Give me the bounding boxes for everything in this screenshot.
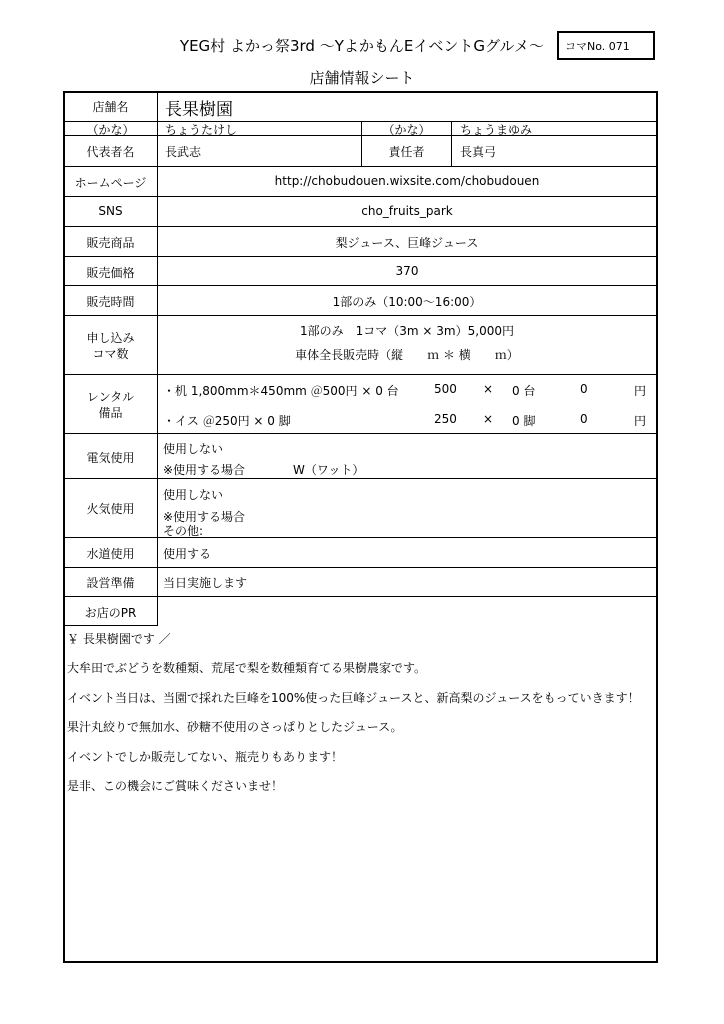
products-label: 販売商品 (86, 236, 135, 250)
homepage-label: ホームページ (74, 176, 147, 190)
kana-value-left: ちょうたけし (165, 123, 238, 137)
rental-chair-desc: ・イス ＠250円 × 0 脚 (163, 414, 291, 428)
price-value: 370 (395, 264, 419, 278)
rental-chair-unit: 250 (434, 412, 457, 426)
hours-label: 販売時間 (86, 295, 135, 309)
rental-desk-qty: 0 台 (512, 384, 536, 398)
rental-chair-total: 0 (580, 412, 588, 426)
responsible-label: 責任者 (388, 145, 425, 159)
kana-label-right: （かな） (382, 123, 431, 137)
pr-line-1: ￥ 長果樹園です ／ (67, 632, 171, 646)
rental-desk-unit: 500 (434, 382, 457, 396)
kana-label-left: （かな） (86, 123, 135, 137)
rental-desk-yen: 円 (634, 384, 647, 398)
sheet-subtitle: 店舗情報シート (309, 69, 415, 87)
rental-desk-desc: ・机 1,800mm＊450mm ＠500円 × 0 台 (163, 384, 399, 398)
fire-line-2: ※使用する場合 (163, 510, 246, 524)
pr-line-2: 大牟田でぶどうを数種類、荒尾で梨を数種類育てる果樹農家です。 (67, 661, 427, 675)
rental-chair-yen: 円 (634, 414, 647, 428)
rental-label-2: 備品 (98, 406, 123, 420)
sns-value: cho_fruits_park (361, 204, 453, 218)
pr-label: お店のPR (84, 606, 137, 620)
koma-number-box: コマNo. 071 (557, 31, 655, 60)
form-title: YEG村 よかっ祭3rd ～YよかもんEイベントGグルメ～ (179, 37, 545, 55)
pr-line-6: 是非、この機会にご賞味くださいませ！ (67, 779, 284, 793)
rental-desk-times: × (483, 382, 494, 396)
rental-chair-qty: 0 脚 (512, 414, 536, 428)
hours-value: 1部のみ（10:00～16:00） (332, 295, 482, 309)
kana-value-right: ちょうまゆみ (460, 123, 533, 137)
application-label-2: コマ数 (92, 347, 129, 361)
water-label: 水道使用 (86, 547, 135, 561)
fire-label: 火気使用 (86, 502, 135, 516)
representative-value: 長武志 (165, 145, 202, 159)
electric-label: 電気使用 (86, 451, 135, 465)
fire-line-3: その他: (163, 524, 204, 538)
fire-line-1: 使用しない (163, 488, 224, 502)
rental-desk-total: 0 (580, 382, 588, 396)
store-name-label: 店舗名 (92, 100, 129, 114)
representative-label: 代表者名 (86, 145, 135, 159)
rental-label-1: レンタル (86, 390, 135, 404)
pr-line-3: イベント当日は、当園で採れた巨峰を100%使った巨峰ジュースと、新高梨のジュースをもっていきます！ (67, 691, 640, 705)
application-line-2: 車体全長販売時（縦 ｍ ＊ 横 ｍ） (295, 348, 519, 362)
application-label-1: 申し込み (86, 331, 135, 345)
price-label: 販売価格 (86, 266, 135, 280)
sns-label: SNS (98, 204, 123, 218)
pr-line-5: イベントでしか販売してない、瓶売りもあります！ (67, 750, 344, 764)
pr-line-4: 果汁丸絞りで無加水、砂糖不使用のさっぱりとしたジュース。 (67, 720, 403, 734)
water-value: 使用する (163, 547, 212, 561)
electric-line-2: ※使用する場合 W（ワット） (163, 463, 365, 477)
application-line-1: 1部のみ 1コマ（3m × 3m）5,000円 (300, 324, 514, 338)
setup-label: 設営準備 (86, 576, 135, 590)
setup-value: 当日実施します (163, 576, 248, 590)
electric-line-1: 使用しない (163, 442, 224, 456)
responsible-value: 長真弓 (460, 145, 497, 159)
rental-chair-times: × (483, 412, 494, 426)
store-name-value: 長果樹園 (165, 100, 233, 120)
products-value: 梨ジュース、巨峰ジュース (335, 236, 479, 250)
homepage-value: http://chobudouen.wixsite.com/chobudouen (274, 174, 540, 188)
